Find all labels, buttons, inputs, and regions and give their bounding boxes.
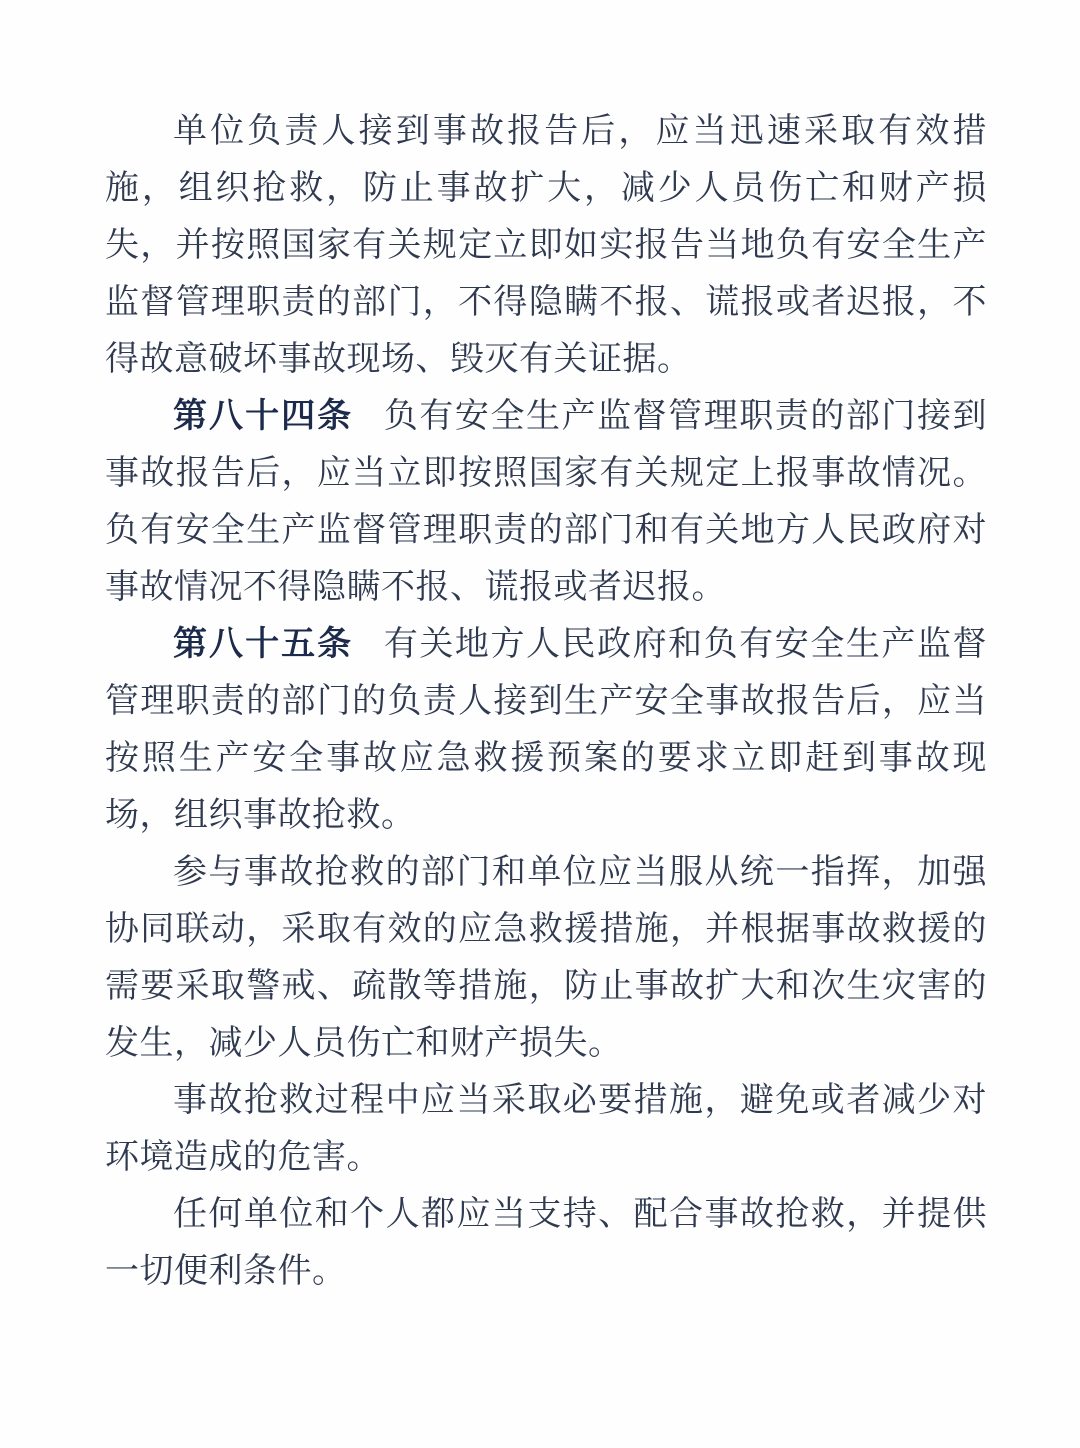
paragraph-unit-head-duty — [105, 103, 987, 388]
paragraph-environment-protection — [105, 1072, 987, 1186]
article-number-84: 第八十四条 — [173, 398, 354, 435]
paragraph-text: 事故抢救过程中应当采取必要措施，避免或者减少对环境造成的危害。 — [105, 1082, 987, 1176]
paragraph-text: 有关地方人民政府和负有安全生产监督管理职责的部门的负责人接到生产安全事故报告后，应当按照生产安全事故应急救援预案的要求立即赶到事故现场，组织事故抢救。 — [105, 626, 988, 834]
paragraph-text: 参与事故抢救的部门和单位应当服从统一指挥，加强协同联动，采取有效的应急救援措施，并根据事故救援的需要采取警戒、疏散等措施，防止事故扩大和次生灾害的发生，减少人员伤亡和财产损失。 — [105, 854, 987, 1062]
law-text-block — [105, 103, 987, 1300]
paragraph-article-84 — [105, 388, 987, 616]
paragraph-text: 任何单位和个人都应当支持、配合事故抢救，并提供一切便利条件。 — [105, 1196, 987, 1290]
paragraph-text: 单位负责人接到事故报告后，应当迅速采取有效措施，组织抢救，防止事故扩大，减少人员伤亡和财产损失，并按照国家有关规定立即如实报告当地负有安全生产监督管理职责的部门，不得隐瞒不报、谎报或者迟报，不得故意破坏事故现场、毁灭有关证据。 — [105, 113, 987, 378]
paragraph-support-rescue — [105, 1186, 987, 1300]
article-number-85: 第八十五条 — [173, 626, 354, 663]
paragraph-rescue-coordination — [105, 844, 987, 1072]
paragraph-article-85 — [105, 616, 987, 844]
paragraph-text: 负有安全生产监督管理职责的部门接到事故报告后，应当立即按照国家有关规定上报事故情况。负有安全生产监督管理职责的部门和有关地方人民政府对事故情况不得隐瞒不报、谎报或者迟报。 — [105, 398, 988, 606]
